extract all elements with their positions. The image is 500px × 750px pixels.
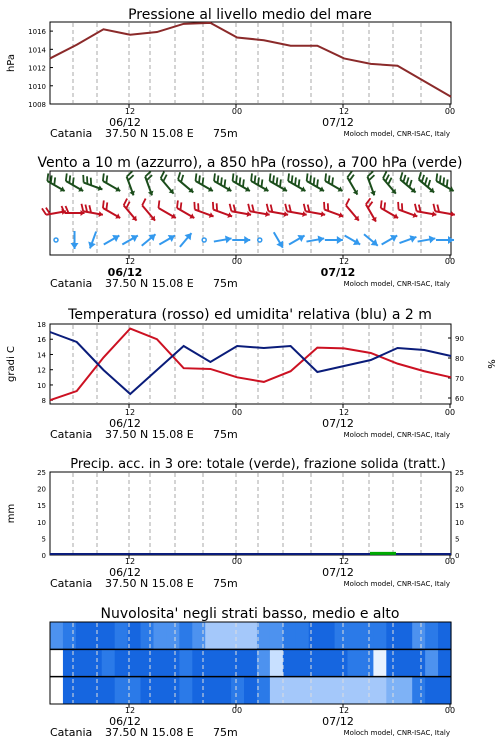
cloud-cell xyxy=(270,677,284,704)
wind-barb xyxy=(302,204,326,218)
wind-barb xyxy=(258,238,262,242)
cloud-cell xyxy=(63,622,77,649)
cloud-cell xyxy=(166,649,180,676)
cloud-cell xyxy=(50,622,64,649)
wind-arrow-head xyxy=(71,243,79,249)
wind-barb xyxy=(157,232,177,248)
cloud-cell xyxy=(335,649,349,676)
y-tick-label: 16 xyxy=(37,336,46,345)
date-label: 07/12 xyxy=(322,417,354,430)
wind-barb-flag xyxy=(434,173,440,181)
wind-barb-head xyxy=(353,190,360,196)
cloud-cell xyxy=(50,677,64,704)
cloud-cell xyxy=(50,649,64,676)
wind-barb-flag xyxy=(249,173,255,181)
cloud-cell xyxy=(425,649,439,676)
cloud-cell xyxy=(205,649,219,676)
calm-marker xyxy=(54,238,58,242)
cloud-cell xyxy=(373,649,387,676)
wind-barb-flag xyxy=(267,173,273,181)
cloud-cell xyxy=(270,622,284,649)
cloud-cell xyxy=(296,622,310,649)
time-tick-label: 00 xyxy=(444,408,456,417)
wind-barb xyxy=(247,173,272,193)
time-tick-label: 00 xyxy=(231,557,243,566)
y-axis-label: mm xyxy=(6,503,17,524)
y-tick-label: 8 xyxy=(41,397,46,406)
time-tick-label: 00 xyxy=(231,706,243,715)
wind-arrow-head xyxy=(297,232,306,242)
cloud-cell xyxy=(360,622,374,649)
cloud-cell xyxy=(205,677,219,704)
y-right-tick-label: 5 xyxy=(455,535,460,544)
cloud-cell xyxy=(128,649,142,676)
station-elevation: 75m xyxy=(213,277,238,290)
time-tick-label: 12 xyxy=(338,557,350,566)
time-tick-label: 12 xyxy=(338,107,350,116)
station-elevation: 75m xyxy=(213,428,238,441)
wind-barb-head xyxy=(263,186,269,193)
wind-barb-flag xyxy=(156,200,162,208)
cloud-cell xyxy=(244,622,258,649)
cloud-cell xyxy=(102,622,116,649)
y-right-tick-label: 80 xyxy=(455,355,464,363)
y-tick-label: 10 xyxy=(37,381,46,390)
station-coords: 37.50 N 15.08 E xyxy=(105,577,194,590)
wind-barb xyxy=(362,198,382,223)
wind-arrow-head xyxy=(337,236,343,244)
time-tick-label: 00 xyxy=(231,107,243,116)
wind-barb-flag xyxy=(192,202,197,210)
y-tick-label: 12 xyxy=(37,366,46,375)
cloud-cell xyxy=(399,622,413,649)
wind-barb-flag xyxy=(81,175,86,183)
wind-arrow-head xyxy=(86,241,96,249)
wind-barb-flag xyxy=(140,199,147,206)
time-tick-label: 12 xyxy=(338,408,350,417)
cloud-cell xyxy=(360,677,374,704)
model-credit: Moloch model, CNR-ISAC, Italy xyxy=(343,130,450,138)
wind-barb xyxy=(154,200,179,220)
y-tick-label: 10 xyxy=(37,518,46,527)
cloud-cell xyxy=(153,677,167,704)
wind-barb xyxy=(325,236,343,244)
model-credit: Moloch model, CNR-ISAC, Italy xyxy=(343,280,450,288)
wind-barb-flag xyxy=(414,204,418,211)
y-right-tick-label: 10 xyxy=(455,518,464,527)
wind-barb xyxy=(156,172,178,196)
wind-barb-flag xyxy=(344,199,351,206)
wind-barb xyxy=(102,232,122,248)
cloud-cell xyxy=(115,649,129,676)
station-name: Catania xyxy=(50,428,93,441)
cloud-cell xyxy=(244,649,258,676)
wind-barb xyxy=(415,172,439,194)
cloud-cell xyxy=(63,677,77,704)
time-tick-label: 00 xyxy=(231,408,243,417)
station-coords: 37.50 N 15.08 E xyxy=(105,277,194,290)
cloud-cell xyxy=(115,677,129,704)
cloud-cell xyxy=(322,649,336,676)
cloud-cell xyxy=(76,622,90,649)
y-tick-label: 1008 xyxy=(28,101,46,109)
wind-arrow-head xyxy=(353,238,362,248)
wind-barb xyxy=(343,171,363,196)
cloud-cell xyxy=(335,677,349,704)
wind-barb xyxy=(174,172,198,194)
wind-barb xyxy=(86,230,100,250)
time-tick-label: 00 xyxy=(444,557,456,566)
wind-barb xyxy=(120,232,140,248)
cloud-cell xyxy=(231,677,245,704)
wind-barb xyxy=(80,175,105,192)
y-right-tick-label: 20 xyxy=(455,485,464,494)
cloud-cell xyxy=(322,677,336,704)
cloud-cell xyxy=(373,677,387,704)
cloud-cell xyxy=(231,622,245,649)
wind-barb-head xyxy=(393,213,399,220)
wind-barb-head xyxy=(171,213,177,220)
y-axis-label: hPa xyxy=(6,53,17,73)
chart-title: Nuvolosita' negli strati basso, medio e alto xyxy=(100,606,400,622)
cloud-cell xyxy=(257,622,271,649)
date-label: 07/12 xyxy=(322,116,354,129)
wind-barb xyxy=(138,199,160,223)
wind-barb-flag xyxy=(210,202,215,210)
time-tick-label: 00 xyxy=(444,257,456,266)
wind-barb xyxy=(270,230,286,250)
wind-barb-head xyxy=(449,186,455,193)
wind-barb-head xyxy=(245,186,251,193)
chart-title: Pressione al livello medio del mare xyxy=(128,7,372,23)
cloud-cell xyxy=(218,622,232,649)
station-coords: 37.50 N 15.08 E xyxy=(105,726,194,739)
wind-barb xyxy=(228,173,253,193)
cloud-cell xyxy=(348,677,362,704)
wind-barb-flag xyxy=(396,202,401,210)
cloud-cell xyxy=(102,649,116,676)
date-label: 07/12 xyxy=(322,715,354,728)
station-name: Catania xyxy=(50,277,93,290)
wind-barb-flag xyxy=(303,204,307,211)
wind-barb-flag xyxy=(286,173,292,181)
humidity-line xyxy=(50,332,451,394)
cloud-cell xyxy=(166,622,180,649)
cloud-cell xyxy=(244,677,258,704)
cloud-cell xyxy=(128,622,142,649)
time-tick-label: 12 xyxy=(124,408,136,417)
time-tick-label: 12 xyxy=(124,557,136,566)
calm-marker xyxy=(258,238,262,242)
time-tick-label: 12 xyxy=(338,706,350,715)
cloud-cell xyxy=(322,622,336,649)
wind-barb-flag xyxy=(80,204,84,211)
cloud-cell xyxy=(141,622,155,649)
cloud-cell xyxy=(283,622,297,649)
cloud-cell xyxy=(438,677,452,704)
cloud-cell xyxy=(89,622,103,649)
time-tick-label: 12 xyxy=(124,706,136,715)
wind-barb-flag xyxy=(378,200,384,208)
wind-arrow-head xyxy=(112,232,121,242)
cloud-cell xyxy=(412,677,426,704)
wind-barb-head xyxy=(189,213,195,220)
y-right-tick-label: 60 xyxy=(455,395,464,403)
y-tick-label: 25 xyxy=(37,469,46,477)
wind-barb xyxy=(432,204,456,218)
wind-barb-flag xyxy=(66,206,69,213)
wind-barb xyxy=(232,236,250,244)
cloud-cell xyxy=(425,677,439,704)
cloud-cell xyxy=(179,677,193,704)
date-label: 06/12 xyxy=(107,266,143,279)
wind-barb xyxy=(99,173,124,193)
y-tick-label: 18 xyxy=(37,321,46,329)
y-tick-label: 20 xyxy=(37,485,46,494)
date-label: 06/12 xyxy=(109,566,141,579)
wind-barb xyxy=(432,173,457,193)
wind-arrow-head xyxy=(131,232,140,242)
y-right-tick-label: 90 xyxy=(455,335,464,343)
wind-barb-flag xyxy=(42,208,46,215)
cloud-cell xyxy=(141,649,155,676)
cloud-cell xyxy=(89,677,103,704)
y-right-tick-label: 0 xyxy=(455,552,460,560)
wind-barb xyxy=(417,234,436,245)
date-label: 06/12 xyxy=(109,417,141,430)
date-label: 07/12 xyxy=(320,266,356,279)
cloud-cell xyxy=(283,677,297,704)
cloud-cell xyxy=(257,649,271,676)
wind-barb xyxy=(191,173,216,193)
cloud-cell xyxy=(63,649,77,676)
y-tick-label: 14 xyxy=(37,351,46,360)
cloud-cell xyxy=(425,622,439,649)
time-tick-label: 12 xyxy=(338,257,350,266)
wind-barb xyxy=(321,202,346,219)
temperature-line xyxy=(50,329,451,401)
cloud-cell xyxy=(179,622,193,649)
wind-barb-head xyxy=(60,186,66,193)
y-tick-label: 1016 xyxy=(28,28,46,37)
wind-arrow-head xyxy=(168,232,177,242)
cloud-cell xyxy=(438,622,452,649)
wind-barb-flag xyxy=(230,173,236,181)
cloud-cell xyxy=(438,649,452,676)
model-credit: Moloch model, CNR-ISAC, Italy xyxy=(343,729,450,737)
wind-barb-flag xyxy=(322,202,327,210)
wind-barb xyxy=(202,238,206,242)
wind-barb xyxy=(266,173,291,193)
wind-barb-flag xyxy=(247,204,251,211)
cloud-cell xyxy=(128,677,142,704)
wind-barb xyxy=(380,232,400,248)
cloud-cell xyxy=(348,622,362,649)
y-right-tick-label: 70 xyxy=(455,375,464,383)
wind-arrow-head xyxy=(409,233,417,243)
cloud-cell xyxy=(399,649,413,676)
cloud-cell xyxy=(283,649,297,676)
wind-barb-flag xyxy=(100,200,106,208)
cloud-cell xyxy=(218,677,232,704)
station-elevation: 75m xyxy=(213,127,238,140)
wind-barb xyxy=(71,231,79,249)
wind-barb-head xyxy=(208,186,214,193)
cloud-cell xyxy=(257,677,271,704)
wind-barb xyxy=(99,200,124,220)
cloud-cell xyxy=(335,622,349,649)
calm-marker xyxy=(202,238,206,242)
wind-barb xyxy=(306,234,325,245)
panel-frame xyxy=(50,22,451,104)
station-coords: 37.50 N 15.08 E xyxy=(105,428,194,441)
date-label: 06/12 xyxy=(109,715,141,728)
cloud-cell xyxy=(102,677,116,704)
wind-barb xyxy=(321,173,346,193)
cloud-cell xyxy=(153,622,167,649)
date-label: 06/12 xyxy=(109,116,141,129)
wind-barb xyxy=(342,199,364,223)
model-credit: Moloch model, CNR-ISAC, Italy xyxy=(343,431,450,439)
y-right-axis-label: % xyxy=(485,359,496,369)
cloud-cell xyxy=(166,677,180,704)
cloud-cell xyxy=(218,649,232,676)
wind-barb xyxy=(213,234,232,245)
cloud-cell xyxy=(153,649,167,676)
model-credit: Moloch model, CNR-ISAC, Italy xyxy=(343,580,450,588)
wind-barb xyxy=(177,231,195,250)
time-tick-label: 00 xyxy=(231,257,243,266)
y-tick-label: 1014 xyxy=(28,46,46,55)
cloud-cell xyxy=(76,677,90,704)
chart-title: Precip. acc. in 3 ore: totale (verde), frazione solida (tratt.) xyxy=(70,457,446,472)
wind-barb-head xyxy=(226,186,232,193)
wind-barb xyxy=(343,232,363,248)
y-tick-label: 15 xyxy=(37,502,46,511)
wind-barb xyxy=(123,171,140,196)
cloud-cell xyxy=(192,677,206,704)
cloud-cell xyxy=(89,649,103,676)
cloud-cell xyxy=(412,622,426,649)
wind-barb xyxy=(379,172,401,196)
wind-barb-head xyxy=(371,217,378,223)
station-name: Catania xyxy=(50,726,93,739)
wind-barb xyxy=(303,173,328,193)
y-right-tick-label: 15 xyxy=(455,502,464,511)
pressure-line xyxy=(50,23,451,97)
cloud-cell xyxy=(76,649,90,676)
wind-barb xyxy=(398,233,418,247)
wind-barb xyxy=(287,232,307,248)
wind-barb xyxy=(42,204,66,218)
wind-barb-flag xyxy=(432,204,436,211)
station-coords: 37.50 N 15.08 E xyxy=(105,127,194,140)
y-tick-label: 1012 xyxy=(28,64,46,73)
wind-barb xyxy=(210,173,235,193)
cloud-cell xyxy=(141,677,155,704)
time-tick-label: 12 xyxy=(124,107,136,116)
cloud-cell xyxy=(373,622,387,649)
cloud-cell xyxy=(270,649,284,676)
y-tick-label: 5 xyxy=(41,535,46,544)
panel-frame xyxy=(50,324,451,404)
wind-barb xyxy=(364,171,381,196)
wind-barb xyxy=(54,238,58,242)
cloud-cell xyxy=(115,622,129,649)
y-tick-label: 0 xyxy=(41,552,46,560)
cloud-cell xyxy=(205,622,219,649)
wind-barb-head xyxy=(115,186,121,193)
cloud-cell xyxy=(412,649,426,676)
wind-barb-flag xyxy=(265,204,269,211)
wind-barb-head xyxy=(115,213,121,220)
station-elevation: 75m xyxy=(213,577,238,590)
cloud-cell xyxy=(296,649,310,676)
time-tick-label: 00 xyxy=(444,706,456,715)
station-name: Catania xyxy=(50,577,93,590)
wind-barb-flag xyxy=(63,173,69,181)
panel-frame xyxy=(50,472,451,555)
cloud-cell xyxy=(192,649,206,676)
wind-barb-flag xyxy=(323,173,329,181)
time-tick-label: 00 xyxy=(444,107,456,116)
chart-title: Vento a 10 m (azzurro), a 850 hPa (rosso), a 700 hPa (verde) xyxy=(37,155,463,171)
wind-barb-flag xyxy=(284,204,288,211)
cloud-cell xyxy=(231,649,245,676)
cloud-cell xyxy=(179,649,193,676)
wind-arrow-head xyxy=(244,236,250,244)
wind-barb-flag xyxy=(228,204,232,211)
wind-barb xyxy=(284,173,309,193)
y-axis-label: gradi C xyxy=(6,346,17,382)
wind-barb xyxy=(139,231,158,249)
cloud-cell xyxy=(360,649,374,676)
wind-barb xyxy=(396,172,420,194)
cloud-cell xyxy=(296,677,310,704)
wind-barb xyxy=(119,199,141,223)
y-right-tick-label: 25 xyxy=(455,469,464,477)
wind-barb-flag xyxy=(100,173,106,181)
wind-arrow-head xyxy=(276,241,286,250)
cloud-cell xyxy=(348,649,362,676)
station-elevation: 75m xyxy=(213,726,238,739)
wind-barb-head xyxy=(319,186,325,193)
chart-title: Temperatura (rosso) ed umidita' relativa (blu) a 2 m xyxy=(68,307,432,323)
station-name: Catania xyxy=(50,127,93,140)
cloud-cell xyxy=(192,622,206,649)
wind-barb-head xyxy=(78,186,84,193)
wind-barb-head xyxy=(301,186,307,193)
wind-barb-flag xyxy=(193,173,199,181)
wind-barb xyxy=(43,173,68,193)
cloud-cell xyxy=(399,677,413,704)
wind-barb xyxy=(80,204,104,218)
wind-barb-flag xyxy=(211,173,217,181)
date-label: 07/12 xyxy=(322,566,354,579)
y-tick-label: 1010 xyxy=(28,82,46,91)
time-tick-label: 12 xyxy=(124,257,136,266)
wind-barb-flag xyxy=(304,173,310,181)
wind-arrow-head xyxy=(390,232,399,242)
wind-barb xyxy=(361,231,380,249)
